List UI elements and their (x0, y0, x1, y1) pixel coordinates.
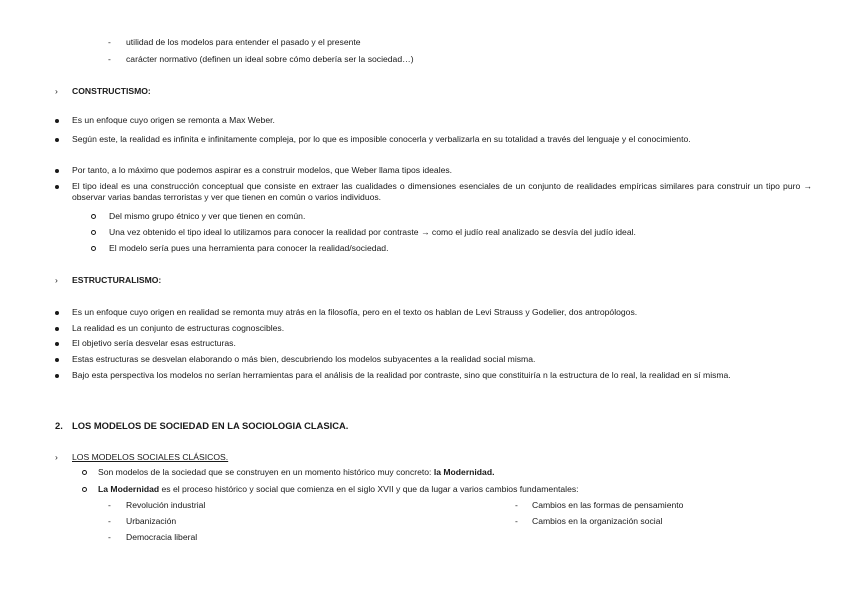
constructivismo-bullet-1: Es un enfoque cuyo origen se remonta a Max Weber. (72, 115, 275, 125)
estructuralismo-bullet-4: Estas estructuras se desvelan elaborando o más bien, descubriendo los modelos subyacentes a la realidad social misma. (72, 354, 536, 364)
modernidad-item-2-text: es el proceso histórico y social que comienza en el siglo XVII y que da lugar a varios cambios fundamentales: (159, 484, 579, 494)
bullet-dot (55, 185, 59, 189)
constructivismo-bullet-2: Según este, la realidad es infinita e infinitamente compleja, por lo que es imposible conocerla y verbalizarla en su totalidad a través del lenguaje y el conocimiento. (72, 134, 691, 144)
dash-marker: - (108, 54, 111, 64)
dash-marker: - (108, 37, 111, 47)
modernidad-item-2 (98, 484, 579, 495)
estructuralismo-bullet-3: El objetivo sería desvelar esas estructuras. (72, 338, 236, 348)
bullet-dot (55, 327, 59, 331)
sub-bullet-ring (91, 230, 96, 235)
modernidad-item-2-bold: La Modernidad (98, 484, 160, 494)
modernidad-item-1 (98, 467, 494, 478)
bullet-dot (55, 169, 59, 173)
estructuralismo-bullet-5: Bajo esta perspectiva los modelos no serían herramientas para el análisis de la realidad por contraste, sino que constituiría n la estructura de lo real, la realidad en sí misma. (72, 370, 731, 380)
constructivismo-sub-2: Una vez obtenido el tipo ideal lo utilizamos para conocer la realidad por contraste → como el judío real analizado se desvía del judío ideal. (109, 227, 636, 237)
section-number: 2. (55, 420, 63, 431)
change-left: Democracia liberal (126, 532, 198, 542)
dash-marker: - (515, 500, 518, 510)
bullet-dot (55, 311, 59, 315)
estructuralismo-bullet-2: La realidad es un conjunto de estructuras cognoscibles. (72, 323, 285, 333)
dash-marker: - (515, 516, 518, 526)
modernidad-item-1-bold: la Modernidad. (433, 467, 495, 477)
bullet-dot (55, 358, 59, 362)
estructuralismo-bullet-1: Es un enfoque cuyo origen en realidad se remonta muy atrás en la filosofía, pero en el texto os hablan de Levi Strauss y Godelier, dos antropólogos. (72, 307, 638, 317)
sub-bullet-ring (82, 470, 87, 475)
modernidad-item-1-text: Son modelos de la sociedad que se construyen en un momento histórico muy concreto: (98, 467, 434, 477)
sub-bullet-ring (91, 246, 96, 251)
change-right: Cambios en la organización social (532, 516, 663, 526)
section-title: LOS MODELOS DE SOCIEDAD EN LA SOCIOLOGIA CLASICA. (72, 420, 349, 431)
bullet-dot (55, 138, 59, 142)
constructivismo-sub-1: Del mismo grupo étnico y ver que tienen en común. (109, 211, 306, 221)
sub-bullet-ring (91, 214, 96, 219)
constructivismo-heading: CONSTRUCTISMO: (72, 86, 151, 96)
constructivismo-sub-3: El modelo sería pues una herramienta para conocer la realidad/sociedad. (109, 243, 389, 253)
section-sub-heading: LOS MODELOS SOCIALES CLÁSICOS. (72, 452, 229, 462)
estructuralismo-heading: ESTRUCTURALISMO: (72, 275, 162, 285)
arrow-marker: › (55, 452, 58, 462)
top-dash-item: carácter normativo (definen un ideal sobre cómo debería ser la sociedad…) (126, 54, 414, 64)
constructivismo-bullet-4: El tipo ideal es una construcción conceptual que consiste en extraer las cualidades o dimensiones esenciales de un conjunto de realidades empíricas similares para construir un tipo puro → observar varias bandas terroristas y ver que tienen en común o varios individuos. (72, 181, 812, 202)
top-dash-item: utilidad de los modelos para entender el pasado y el presente (126, 37, 361, 47)
bullet-dot (55, 119, 59, 123)
change-left: Urbanización (126, 516, 177, 526)
arrow-marker: › (55, 275, 58, 285)
dash-marker: - (108, 516, 111, 526)
dash-marker: - (108, 532, 111, 542)
arrow-marker: › (55, 86, 58, 96)
bullet-dot (55, 342, 59, 346)
constructivismo-bullet-3: Por tanto, a lo máximo que podemos aspirar es a construir modelos, que Weber llama tipos ideales. (72, 165, 453, 175)
change-left: Revolución industrial (126, 500, 206, 510)
change-right: Cambios en las formas de pensamiento (532, 500, 684, 510)
sub-bullet-ring (82, 487, 87, 492)
bullet-dot (55, 374, 59, 378)
dash-marker: - (108, 500, 111, 510)
